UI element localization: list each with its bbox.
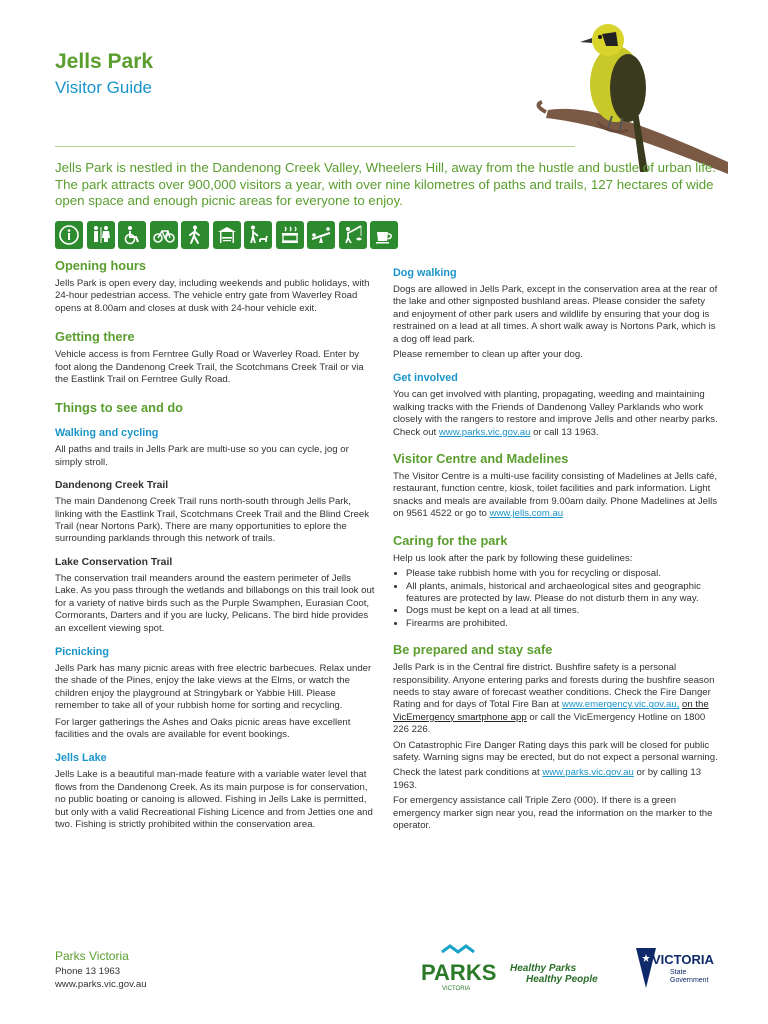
stay-safe-text: Jells Park is in the Central fire district. Bushfire safety is a personal responsibility. Anyone entering parks and forests during the bushfire season needs to stay aware of forecast weather conditions. Check the Fire Danger Rating and for days of Total Fire Ban at www.emergency.vic.gov.au, on the VicEmergency smartphone app or call the VicEmergency Hotline on 1800 226 226. [393, 662, 715, 736]
things-to-do-heading: Things to see and do [55, 400, 183, 416]
vicemergency-app-link[interactable]: on the VicEmergency smartphone app [393, 699, 709, 723]
accessible-icon [118, 221, 146, 249]
svg-text:VICTORIA: VICTORIA [442, 986, 471, 992]
dandenong-trail-text: The main Dandenong Creek Trail runs north-south through Jells Park, linking with the Eastlink Trail, Scotchmans Creek Trail and the Blind Creek Trail (near Nortons Park). There are many opportunities to eplore the surrounding parklands through this network of trails. [55, 496, 370, 545]
barbecue-icon [276, 221, 304, 249]
information-icon [55, 221, 83, 249]
picnicking-text-2: For larger gatherings the Ashes and Oaks picnic areas have excellent facilities and the ovals are available for event bookings. [55, 716, 351, 740]
caring-heading: Caring for the park [393, 532, 508, 548]
picnicking-heading: Picnicking [55, 645, 110, 658]
footer-contact [55, 950, 147, 991]
page-subtitle: Visitor Guide [55, 78, 153, 97]
honeyeater-bird-image [528, 12, 728, 182]
park-conditions-link[interactable]: www.parks.vic.gov.au [542, 767, 634, 779]
fishing-icon [339, 221, 367, 249]
dog-walking-icon [244, 221, 272, 249]
footer-phone: Phone 13 1963 [55, 966, 121, 978]
intro-text: Jells Park is nestled in the Dandenong Creek Valley, Wheelers Hill, away from the hustle and bustle of urban life. The park attracts over 900,000 visitors a year, with over nine kilometres of paths and trails, 127 hectares of wide open space and enough picnic areas for everyone to enjoy. [55, 160, 716, 208]
get-involved-text: You can get involved with planting, propagating, weeding and maintaining walking tracks with the Friends of Dandenong Valley Parklands who work closely with the rangers to restore and improve Jells and other nearby parks. Check out www.parks.vic.gov.au or call 13 1963. [393, 389, 718, 438]
getting-there-text: Vehicle access is from Ferntree Gully Road or Waverley Road. Enter by foot along the Dandenong Creek Trail, the Scotchmans Creek Trail or via the Eastlink Trail on Ferntree Gully Road. [55, 349, 364, 386]
footer-website[interactable]: www.parks.vic.gov.au [55, 979, 147, 991]
caring-list [393, 568, 721, 630]
lake-trail-text: The conservation trail meanders around the eastern perimeter of Jells Lake. As you pass through the wetlands and billabongs on this trail look out for a variety of native birds such as the Purple Swamphen, Eurasian Coot, Cormorants, Darters and if you are lucky, Pelicans. The bird hide provides an excellent viewing spot. [55, 572, 375, 634]
list-item: • Dogs must be kept on a lead at all times. [406, 605, 721, 617]
left-column [55, 258, 377, 831]
victoria-state-government-logo [634, 942, 722, 990]
stay-safe-text-3: Check the latest park conditions at www.parks.vic.gov.au or by calling 13 1963. [393, 767, 702, 791]
lake-trail-heading: Lake Conservation Trail [55, 556, 173, 568]
right-column [393, 258, 721, 832]
facility-icons-row [55, 221, 398, 249]
svg-text:State: State [670, 969, 687, 976]
caring-intro: Help us look after the park by following these guidelines: [393, 552, 633, 564]
walking-icon [181, 221, 209, 249]
healthy-parks-slogan: Healthy Parks Healthy People [510, 963, 598, 985]
parks-victoria-logo [420, 942, 500, 998]
walking-cycling-text: All paths and trails in Jells Park are multi-use so you can cycle, jog or simply stroll. [55, 444, 349, 468]
cycling-icon [150, 221, 178, 249]
toilets-icon [87, 221, 115, 249]
svg-text:VICTORIA: VICTORIA [652, 952, 714, 967]
opening-hours-text: Jells Park is open every day, including weekends and public holidays, with 24-hour pedestrian access. The vehicle entry gate from Waverley Road opens at 8.00am and closes at dusk with 24-hour vehicle exit. [55, 278, 370, 314]
playground-icon [307, 221, 335, 249]
walking-cycling-heading: Walking and cycling [55, 427, 159, 440]
visitor-centre-text: The Visitor Centre is a multi-use facility consisting of Madelines at Jells café, restaurant, function centre, kiosk, toilet facilities and park information. Light snacks and meals are available from 9.00am daily. Phone Madelines at Jells on 9561 4522 or go to www.jells.com.au [393, 471, 718, 520]
dog-walking-text-2: Please remember to clean up after your dog. [393, 349, 583, 361]
list-item: • Please take rubbish home with you for recycling or disposal. [406, 568, 721, 580]
stay-safe-text-2: On Catastrophic Fire Danger Rating days this park will be closed for public safety. Warning signs may be erected, but do not expect a personal warning. [393, 739, 718, 763]
emergency-website-link[interactable]: www.emergency.vic.gov.au, [561, 699, 680, 711]
jells-lake-heading: Jells Lake [55, 752, 107, 765]
visitor-centre-heading: Visitor Centre and Madelines [393, 451, 569, 467]
cafe-icon [370, 221, 398, 249]
stay-safe-heading: Be prepared and stay safe [393, 642, 553, 658]
jells-lake-text: Jells Lake is a beautiful man-made feature with a variable water level that flows from the Dandenong Creek. As its main purpose is for conservation, no public boating or canoing is allowed. Fishing in Jells Lake is permitted, but only with a valid Recreational Fishing Licence and from Jetties one and two. Fishing is strictly prohibited within the conservation area. [55, 769, 373, 830]
dog-walking-heading: Dog walking [393, 267, 457, 279]
opening-hours-heading: Opening hours [55, 258, 146, 273]
footer-org-name: Parks Victoria [55, 949, 129, 963]
getting-there-heading: Getting there [55, 329, 135, 345]
get-involved-heading: Get involved [393, 372, 458, 385]
parks-website-link[interactable]: www.parks.vic.gov.au [438, 426, 531, 438]
dog-walking-text: Dogs are allowed in Jells Park, except in the conservation area at the rear of the lake and other signposted bushland areas. Please consider the safety and enjoyment of other park users and wildlife by ensuring that your dog is restrained on a lead at all times. A short walk away is Nortons Park, which is a dog off lead park. [393, 284, 718, 345]
page-title: Jells Park [55, 50, 154, 73]
picnic-shelter-icon [213, 221, 241, 249]
list-item: • Firearms are prohibited. [406, 618, 721, 630]
dandenong-trail-heading: Dandenong Creek Trail [55, 480, 169, 492]
header-divider [55, 146, 575, 147]
jells-website-link[interactable]: www.jells.com.au [489, 508, 564, 520]
list-item: • All plants, animals, historical and archaeological sites and geographic features are protected by law. Please do not disturb them in any way. [406, 581, 721, 606]
svg-text:Government: Government [670, 977, 709, 984]
stay-safe-text-4: For emergency assistance call Triple Zero (000). If there is a green emergency marker sign near you, read the information on the marker to the operator. [393, 795, 713, 831]
svg-text:PARKS: PARKS [421, 960, 497, 985]
picnicking-text: Jells Park has many picnic areas with free electric barbecues. Relax under the shade of the Pines, enjoy the lake views at the Elms, or watch the children enjoy the playground at Stringybark or Yabbie Hill. Please remember to take all of your rubbish home for sorting and recycling. [55, 662, 372, 712]
